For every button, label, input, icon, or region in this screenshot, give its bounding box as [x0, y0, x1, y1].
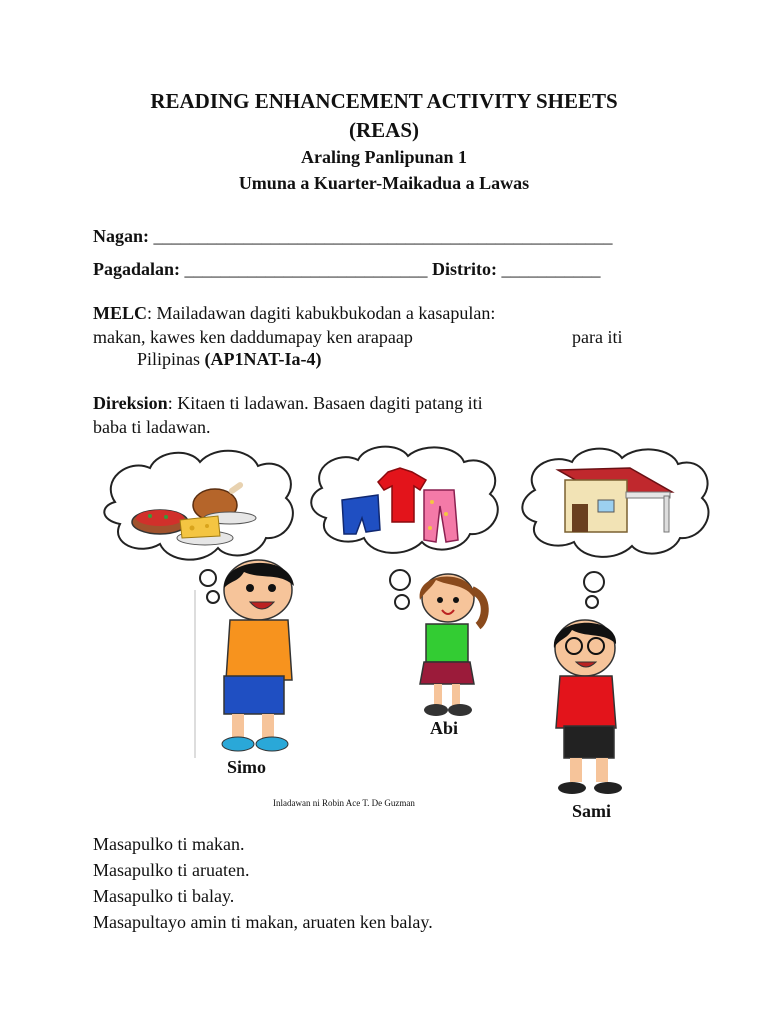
subject-title: Araling Panlipunan 1 [300, 147, 468, 167]
children-needs-illustration [0, 440, 768, 830]
melc-line-2: makan, kawes ken daddumapay ken arapaap [93, 327, 413, 347]
directions-line-2: baba ti ladawan. [93, 417, 211, 437]
directions-label: Direksion [93, 393, 168, 413]
child-name-abi: Abi [430, 718, 459, 738]
sami-figure [554, 620, 622, 794]
melc-line-1 [93, 303, 495, 324]
melc-text-3: Pilipinas [137, 349, 201, 369]
sentence-4: Masapultayo amin ti makan, aruaten ken balay. [93, 912, 433, 932]
school-field[interactable] [93, 259, 601, 280]
name-field[interactable] [93, 226, 613, 247]
illustration-credit: Inladawan ni Robin Ace T. De Guzman [273, 798, 415, 808]
melc-line-2-end: para iti [572, 327, 623, 347]
district-blank: ___________ [501, 259, 601, 279]
abi-figure [420, 574, 485, 716]
title-line-2: (REAS) [348, 118, 419, 142]
district-label: Distrito: [432, 259, 497, 279]
child-name-sami: Sami [572, 801, 612, 821]
directions-line-1 [93, 393, 483, 414]
melc-line-3 [137, 349, 322, 370]
melc-code: (AP1NAT-Ia-4) [204, 349, 322, 369]
simo-figure [195, 560, 294, 758]
school-label: Pagadalan: [93, 259, 181, 279]
child-name-simo: Simo [227, 757, 267, 777]
sentence-1: Masapulko ti makan. [93, 834, 245, 854]
melc-label: MELC [93, 303, 147, 323]
directions-text-1: : Kitaen ti ladawan. Basaen dagiti patang iti [167, 393, 483, 413]
sentence-2: Masapulko ti aruaten. [93, 860, 250, 880]
sentence-3: Masapulko ti balay. [93, 886, 235, 906]
quarter-week-title: Umuna a Kuarter-Maikadua a Lawas [238, 173, 530, 193]
school-blank: ___________________________ [184, 259, 428, 279]
name-blank: ___________________________________________________ [153, 226, 613, 246]
name-label: Nagan: [93, 226, 150, 246]
melc-text-1: : Mailadawan dagiti kabukbukodan a kasapulan: [147, 303, 496, 323]
title-line-1: READING ENHANCEMENT ACTIVITY SHEETS [150, 89, 618, 113]
